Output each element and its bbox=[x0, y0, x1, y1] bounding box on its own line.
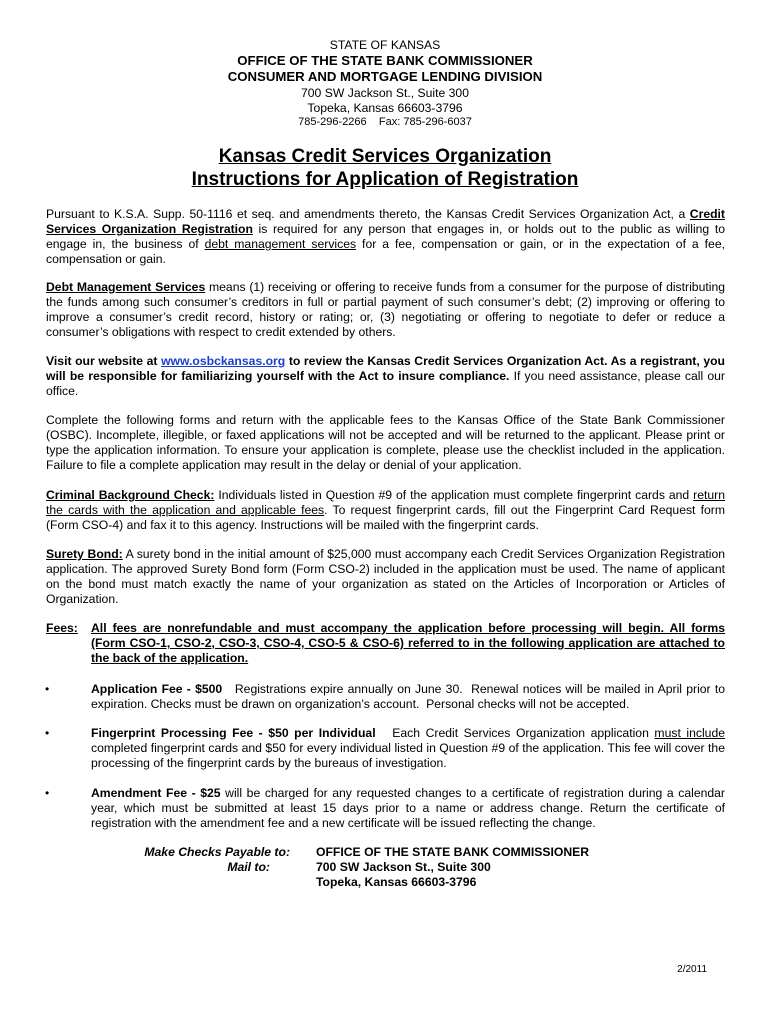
definition-term: Debt Management Services bbox=[46, 280, 206, 294]
website-text-c: If you need assistance, please call our office. bbox=[46, 369, 725, 398]
fingerprint-fee-item bbox=[91, 726, 725, 771]
mail-address-line-2: 700 SW Jackson St., Suite 300 bbox=[316, 860, 491, 874]
surety-bond-text: A surety bond in the initial amount of $25,000 must accompany each Credit Services Organization Registration application. The approved Surety Bond form (Form CSO-2) included in the application must be used. The name of applicant on the bond must match exactly the name of your organization as stated on the Articles of Incorporation or Articles of Organization. bbox=[46, 547, 726, 606]
title-line-2: Instructions for Application of Registration bbox=[191, 169, 579, 190]
fingerprint-fee-underlined: must include bbox=[654, 726, 726, 740]
intro-text-a: Pursuant to K.S.A. Supp. 50-1116 et seq. and amendments thereto, the Kansas Credit Services Organization Act, a bbox=[46, 207, 690, 221]
criminal-background-paragraph bbox=[46, 488, 725, 533]
intro-term-registration: Credit Services Organization Registration bbox=[46, 207, 725, 236]
application-fee-text: Registrations expire annually on June 30. Renewal notices will be mailed in April prior to expiration. Checks must be drawn on organization’s account. Personal checks will not be accepted. bbox=[91, 682, 729, 711]
fees-label: Fees: bbox=[46, 621, 78, 635]
definition-text: means (1) receiving or offering to receive funds from a consumer for the purpose of distributing the funds among such consumer’s creditors in full or partial payment of such consumer’s debt; (2) improving or offering to improve a consumer’s credit record, history or rating; or, (3) negotiating or offering to negotiate to defer or reduce a consumer’s obligations with respect to credit extended by others. bbox=[46, 280, 726, 339]
header-division: CONSUMER AND MORTGAGE LENDING DIVISION bbox=[227, 69, 543, 84]
application-fee-title: Application Fee - $500 bbox=[91, 682, 223, 696]
website-text-a: Visit our website at bbox=[46, 354, 162, 368]
criminal-underlined-text: return the cards with the application and applicable fees bbox=[46, 488, 725, 517]
header-phones: 785-296-2266 Fax: 785-296-6037 bbox=[298, 116, 472, 128]
criminal-text-b: . To request fingerprint cards, fill out the Fingerprint Card Request form (Form CSO-4) and fax it to this agency. Instructions will be mailed with the fingerprint cards. bbox=[46, 503, 725, 532]
fingerprint-fee-text-a: Each Credit Services Organization application bbox=[375, 726, 655, 740]
header-state: STATE OF KANSAS bbox=[329, 38, 441, 52]
amendment-fee-title: Amendment Fee - $25 bbox=[91, 786, 221, 800]
fingerprint-fee-text-b: completed fingerprint cards and $50 for every individual listed in Question #9 of the application. This fee will cover the processing of the fingerprint cards by the bureaus of investigation. bbox=[91, 741, 725, 770]
website-text-b: to review the Kansas Credit Services Organization Act. As a registrant, you will be responsible for familiarizing yourself with the Act to insure compliance. bbox=[46, 354, 725, 383]
mail-address-line-3: Topeka, Kansas 66603-3796 bbox=[316, 875, 477, 889]
amendment-fee-item bbox=[91, 786, 725, 831]
intro-paragraph bbox=[46, 207, 725, 267]
website-paragraph bbox=[46, 354, 725, 399]
revision-date: 2/2011 bbox=[677, 964, 707, 975]
surety-bond-label: Surety Bond: bbox=[46, 547, 123, 561]
website-link[interactable]: www.osbckansas.org bbox=[161, 354, 286, 368]
header-office: OFFICE OF THE STATE BANK COMMISSIONER bbox=[237, 53, 533, 68]
intro-text-b: is required for any person that engages in, or holds out to the public as willing to engage in, the business of bbox=[46, 222, 725, 251]
criminal-text-a: Individuals listed in Question #9 of the application must complete fingerprint cards and bbox=[214, 488, 694, 502]
surety-bond-paragraph bbox=[46, 547, 725, 607]
intro-text-c: for a fee, compensation or gain, or in the expectation of a fee, compensation or gain. bbox=[46, 237, 726, 266]
fees-text: All fees are nonrefundable and must accompany the application before processing will begin. All forms (Form CSO-1, CSO-2, CSO-3, CSO-4, CSO-5 & CSO-6) referred to in the following application are attached to the back of the application. bbox=[91, 621, 725, 665]
mail-to-label: Mail to: bbox=[227, 860, 270, 874]
bullet-marker: • bbox=[45, 682, 50, 696]
checks-payable-label: Make Checks Payable to: bbox=[144, 845, 290, 859]
intro-term-debt-management: debt management services bbox=[204, 237, 357, 251]
definition-paragraph bbox=[46, 280, 725, 340]
amendment-fee-text: will be charged for any requested changes to a certificate of registration during a calendar year, which must be submitted at least 15 days prior to a name or address change. Return the certificate of registration with the amendment fee and a new certificate will be issued reflecting the change. bbox=[91, 786, 725, 830]
title-line-1: Kansas Credit Services Organization bbox=[218, 146, 552, 167]
mail-address-line-1: OFFICE OF THE STATE BANK COMMISSIONER bbox=[316, 845, 590, 859]
bullet-marker: • bbox=[45, 726, 50, 740]
criminal-background-label: Criminal Background Check: bbox=[46, 488, 215, 502]
header-street: 700 SW Jackson St., Suite 300 bbox=[300, 86, 469, 100]
complete-paragraph: Complete the following forms and return with the applicable fees to the Kansas Office of the State Bank Commissioner (OSBC). Incomplete, illegible, or faxed applications will not be accepted and will be returned to the applicant. Please print or type the application information. To ensure your application is complete, please use the checklist included in the application. Failure to file a complete application may result in the delay or denial of your application. bbox=[46, 413, 725, 472]
bullet-marker: • bbox=[45, 786, 50, 800]
header-city: Topeka, Kansas 66603-3796 bbox=[307, 101, 463, 115]
application-fee-item bbox=[91, 682, 729, 712]
fingerprint-fee-title: Fingerprint Processing Fee - $50 per Individual bbox=[91, 726, 376, 740]
